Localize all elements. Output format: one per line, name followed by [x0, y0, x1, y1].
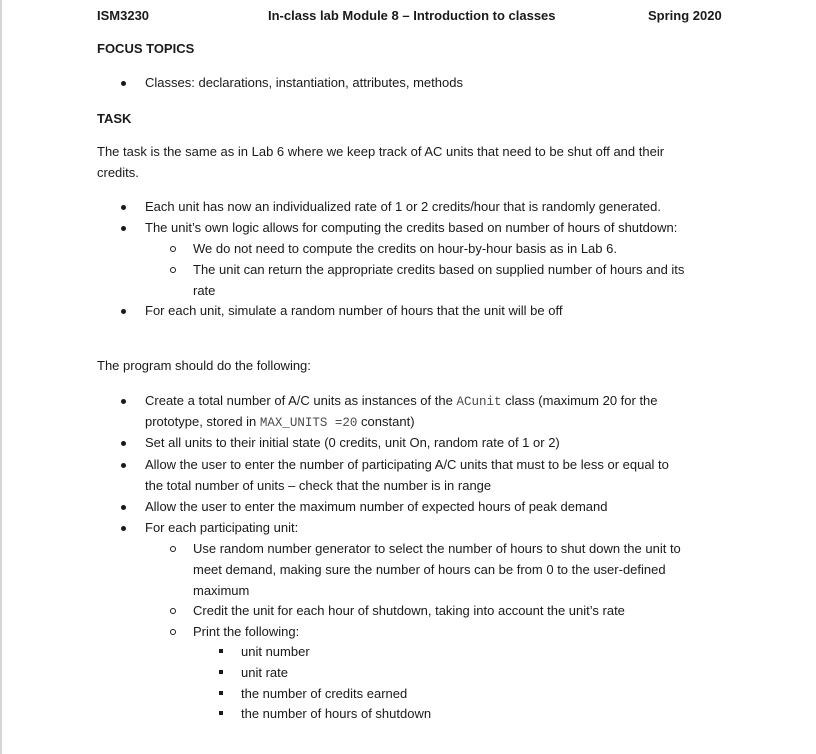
program-bullet-each-unit: For each participating unit: — [145, 520, 299, 535]
document-title: In-class lab Module 8 – Introduction to classes — [268, 8, 556, 23]
text-run: Create a total number of A/C units as instances of the — [145, 393, 457, 408]
circle-bullet-icon — [170, 267, 176, 273]
program-subitem-random-line-1: Use random number generator to select the number of hours to shut down the unit to — [193, 541, 681, 556]
task-intro-line-2: credits. — [97, 165, 139, 180]
circle-bullet-icon — [170, 546, 176, 552]
square-bullet-icon — [219, 711, 223, 715]
bullet-icon — [121, 226, 126, 231]
circle-bullet-icon — [170, 246, 176, 252]
task-bullet-logic: The unit’s own logic allows for computing the credits based on number of hours of shutdown: — [145, 220, 678, 235]
task-bullet-simulate: For each unit, simulate a random number of hours that the unit will be off — [145, 303, 563, 318]
circle-bullet-icon — [170, 608, 176, 614]
program-bullet-enter-units-line-2: the total number of units – check that the number is in range — [145, 478, 492, 493]
bullet-icon — [121, 441, 126, 446]
program-subitem-credit: Credit the unit for each hour of shutdown, taking into account the unit’s rate — [193, 603, 625, 618]
task-subitem-return-line-1: The unit can return the appropriate credits based on supplied number of hours and its — [193, 262, 685, 277]
program-bullet-enter-hours: Allow the user to enter the maximum number of expected hours of peak demand — [145, 499, 608, 514]
bullet-icon — [121, 526, 126, 531]
code-acunit: ACunit — [456, 395, 502, 409]
print-item: the number of hours of shutdown — [241, 706, 432, 721]
term-label: Spring 2020 — [648, 8, 722, 23]
program-bullet-init: Set all units to their initial state (0 credits, unit On, random rate of 1 or 2) — [145, 435, 560, 450]
program-bullet-create-line-2 — [145, 414, 415, 431]
bullet-icon — [121, 463, 126, 468]
print-item: unit number — [241, 644, 310, 659]
bullet-icon — [121, 399, 126, 404]
focus-topics-heading: FOCUS TOPICS — [97, 41, 195, 56]
task-heading: TASK — [97, 111, 132, 126]
text-run: prototype, stored in — [145, 414, 260, 429]
bullet-icon — [121, 505, 126, 510]
circle-bullet-icon — [170, 629, 176, 635]
task-subitem-return-line-2: rate — [193, 283, 216, 298]
program-intro: The program should do the following: — [97, 358, 311, 373]
program-bullet-create-line-1 — [145, 393, 658, 410]
task-intro-line-1: The task is the same as in Lab 6 where we keep track of AC units that need to be shut off and their — [97, 144, 665, 159]
text-run: constant) — [357, 414, 415, 429]
code-max-units: MAX_UNITS =20 — [259, 416, 358, 430]
program-subitem-random-line-2: meet demand, making sure the number of hours can be from 0 to the user-defined — [193, 562, 666, 577]
bullet-icon — [121, 81, 126, 86]
square-bullet-icon — [219, 670, 223, 674]
program-bullet-enter-units-line-1: Allow the user to enter the number of participating A/C units that must to be less or equal to — [145, 457, 669, 472]
program-subitem-print: Print the following: — [193, 624, 300, 639]
program-subitem-random-line-3: maximum — [193, 583, 250, 598]
task-subitem-hourly: We do not need to compute the credits on hour-by-hour basis as in Lab 6. — [193, 241, 617, 256]
text-run: class (maximum 20 for the — [501, 393, 658, 408]
task-bullet-rate: Each unit has now an individualized rate of 1 or 2 credits/hour that is randomly generated. — [145, 199, 661, 214]
square-bullet-icon — [219, 649, 223, 653]
focus-topic-item: Classes: declarations, instantiation, attributes, methods — [145, 75, 463, 90]
print-item: unit rate — [241, 665, 288, 680]
course-code: ISM3230 — [97, 8, 150, 23]
bullet-icon — [121, 309, 126, 314]
bullet-icon — [121, 205, 126, 210]
print-item: the number of credits earned — [241, 686, 408, 701]
square-bullet-icon — [219, 691, 223, 695]
page-edge-rule — [0, 0, 2, 754]
